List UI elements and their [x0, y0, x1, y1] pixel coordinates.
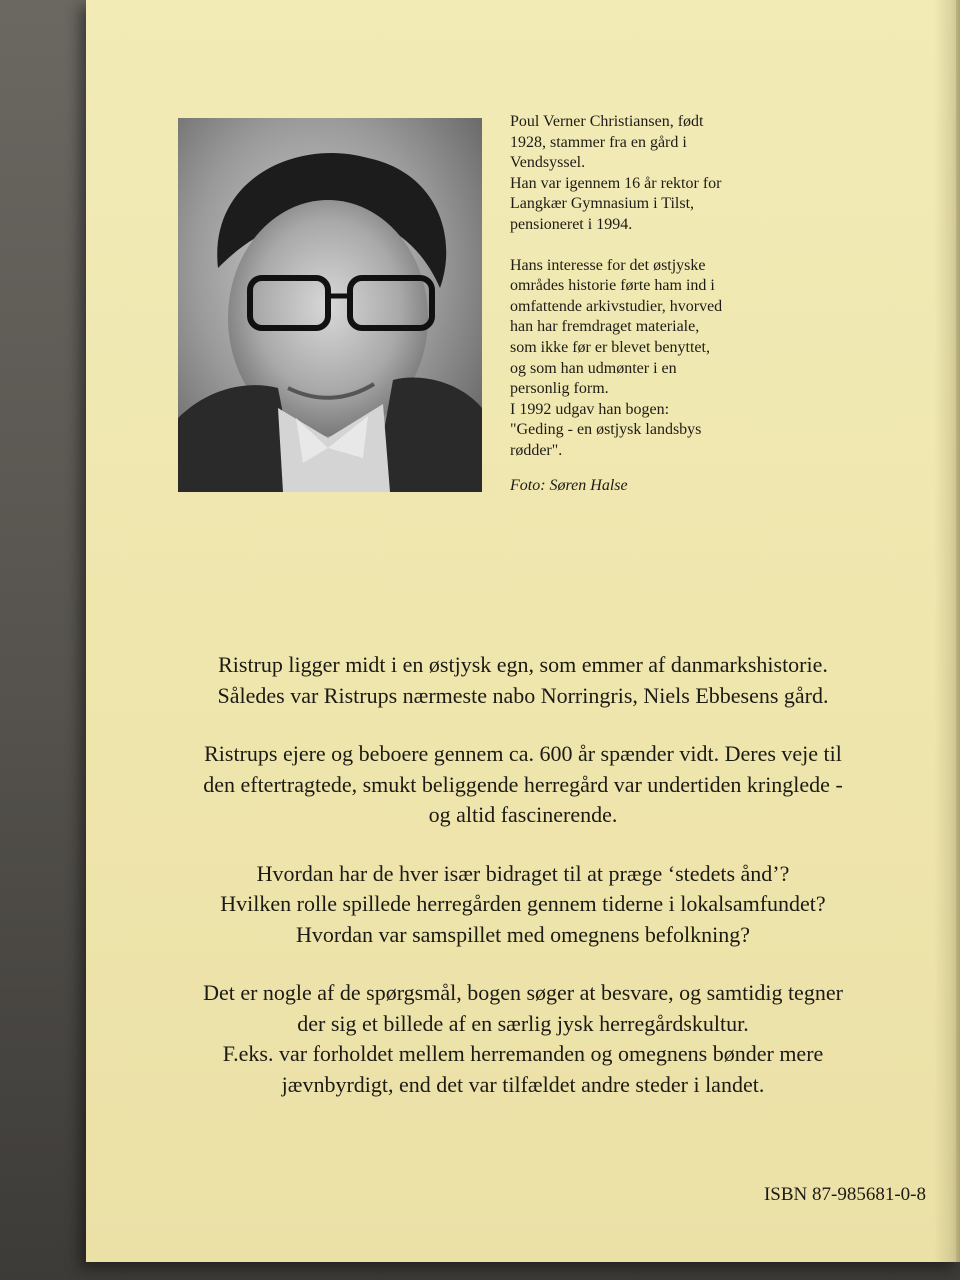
bio-line: omfattende arkivstudier, hvorved — [510, 297, 723, 315]
blurb-paragraph-1 — [106, 650, 940, 711]
bio-line: pensioneret i 1994. — [510, 215, 633, 233]
bio-line: 1928, stammer fra en gård i — [510, 133, 687, 151]
bio-line: han har fremdraget materiale, — [510, 318, 700, 336]
blurb-line: Hvilken rolle spillede herregården gennem tiderne i lokalsamfundet? — [220, 891, 826, 916]
bio-line: Vendsyssel. — [510, 154, 586, 172]
bio-line: rødder". — [510, 441, 563, 459]
bio-line: Poul Verner Christiansen, født — [510, 113, 704, 130]
blurb-line: jævnbyrdigt, end det var tilfældet andre steder i landet. — [281, 1071, 765, 1097]
blurb-line: den eftertragtede, smukt beliggende herregård var undertiden kringlede - — [203, 771, 843, 797]
bio-line: personlig form. — [510, 380, 609, 398]
blurb-paragraph-4 — [106, 978, 940, 1100]
bio-line: og som han udmønter i en — [510, 359, 677, 377]
book-back-cover — [86, 0, 960, 1262]
blurb-line: Ristrup ligger midt i en østjysk egn, som emmer af danmarkshistorie. — [218, 652, 828, 677]
blurb-line: Hvordan var samspillet med omegnens befolkning? — [296, 921, 750, 947]
bio-line: Hans interesse for det østjyske — [510, 256, 706, 274]
bio-line: områdes historie førte ham ind i — [510, 277, 715, 295]
bio-line: Langkær Gymnasium i Tilst, — [510, 195, 695, 213]
author-photo — [178, 118, 482, 492]
blurb-line: og altid fascinerende. — [428, 802, 618, 827]
bio-line: "Geding - en østjysk landsbys — [510, 421, 702, 439]
bio-line: Han var igennem 16 år rektor for — [510, 174, 722, 192]
blurb-line: Således var Ristrups nærmeste nabo Norringris, Niels Ebbesens gård. — [217, 682, 829, 708]
blurb-line: Hvordan har de hver især bidraget til at præge ‘stedets ånd’? — [256, 860, 790, 886]
blurb-line: Det er nogle af de spørgsmål, bogen søger at besvare, og samtidig tegner — [203, 980, 843, 1005]
blurb-line: Ristrups ejere og beboere gennem ca. 600 år spænder vidt. Deres veje til — [204, 741, 842, 766]
isbn-number: ISBN 87-985681-0-8 — [763, 1184, 926, 1205]
author-bio — [510, 112, 890, 496]
blurb-line: F.eks. var forholdet mellem herremanden og omegnens bønder mere — [222, 1041, 824, 1066]
photo-credit: Foto: Søren Halse — [510, 476, 628, 494]
blurb-line: der sig et billede af en særlig jysk herregårdskultur. — [297, 1010, 749, 1036]
blurb-paragraph-2 — [106, 739, 940, 831]
bio-line: som ikke før er blevet benyttet, — [510, 338, 710, 356]
book-blurb — [106, 650, 940, 1128]
blurb-paragraph-3 — [106, 859, 940, 951]
bio-line: I 1992 udgav han bogen: — [510, 400, 670, 418]
book-edge — [956, 0, 960, 1262]
